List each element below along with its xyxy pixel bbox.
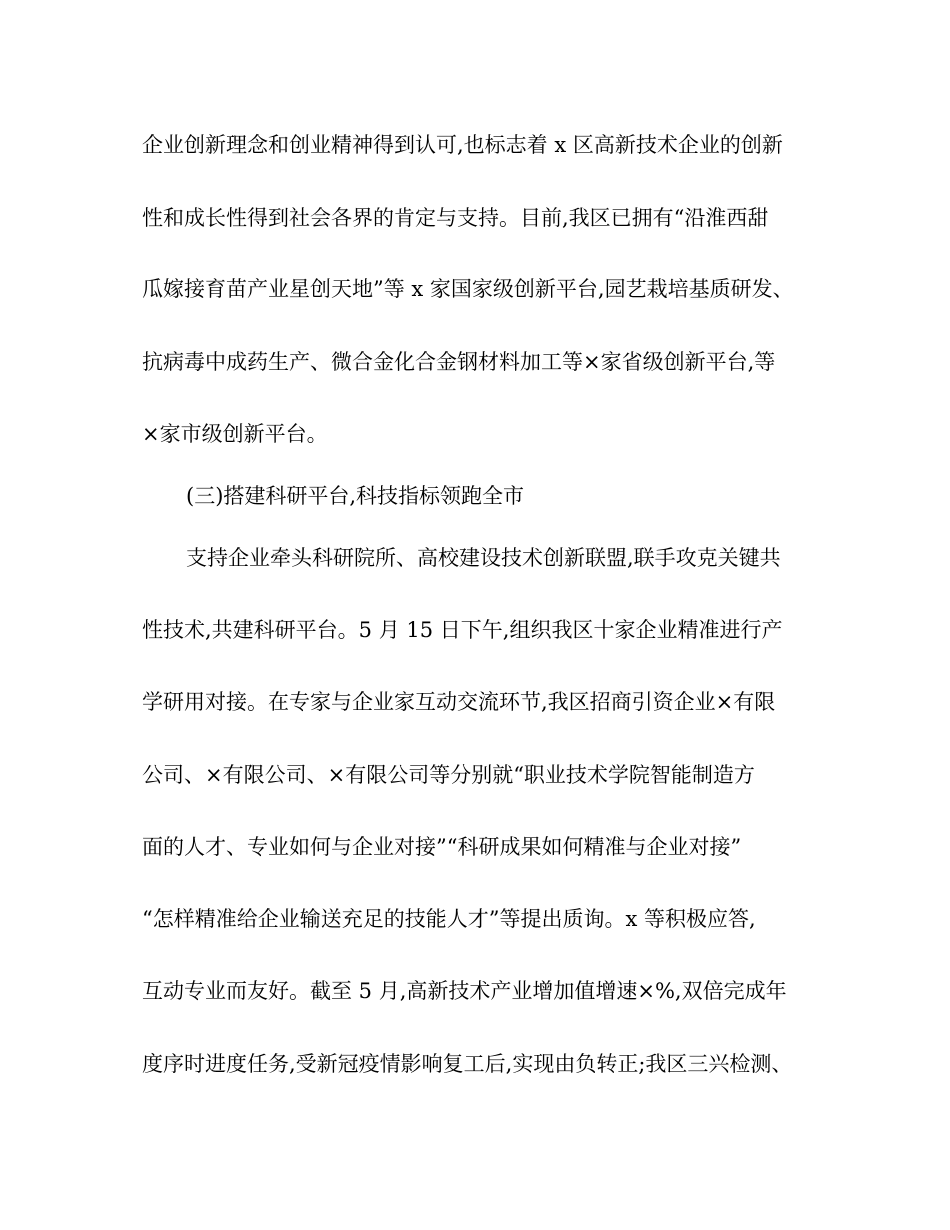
paragraph-line: 学研用对接。在专家与企业家互动交流环节,我区招商引资企业×有限 [142,690,776,714]
paragraph-line: “怎样精准给企业输送充足的技能人才”等提出质询。x 等积极应答, [142,907,756,931]
paragraph-line: 互动专业而友好。截至 5 月,高新技术产业增加值增速×%,双倍完成年 [142,979,787,1003]
paragraph-line: 企业创新理念和创业精神得到认可,也标志着 x 区高新技术企业的创新 [142,133,783,157]
paragraph-line: 性技术,共建科研平台。5 月 15 日下午,组织我区十家企业精准进行产 [142,618,783,642]
paragraph-line: 度序时进度任务,受新冠疫情影响复工后,实现由负转正;我区三兴检测、 [142,1052,793,1076]
section-heading: (三)搭建科研平台,科技指标领跑全市 [186,484,525,508]
paragraph-line: 支持企业牵头科研院所、高校建设技术创新联盟,联手攻克关键共 [186,546,781,570]
paragraph-line: 面的人才、专业如何与企业对接”“科研成果如何精准与企业对接” [142,835,742,859]
paragraph-line: 性和成长性得到社会各界的肯定与支持。目前,我区已拥有“沿淮西甜 [142,206,769,230]
paragraph-line: ×家市级创新平台。 [142,422,328,446]
paragraph-line: 抗病毒中成药生产、微合金化合金钢材料加工等×家省级创新平台,等 [142,350,776,374]
paragraph-line: 公司、×有限公司、×有限公司等分别就“职业技术学院智能制造方 [142,763,755,787]
paragraph-line: 瓜嫁接育苗产业星创天地”等 x 家国家级创新平台,园艺栽培基质研发、 [142,277,794,301]
